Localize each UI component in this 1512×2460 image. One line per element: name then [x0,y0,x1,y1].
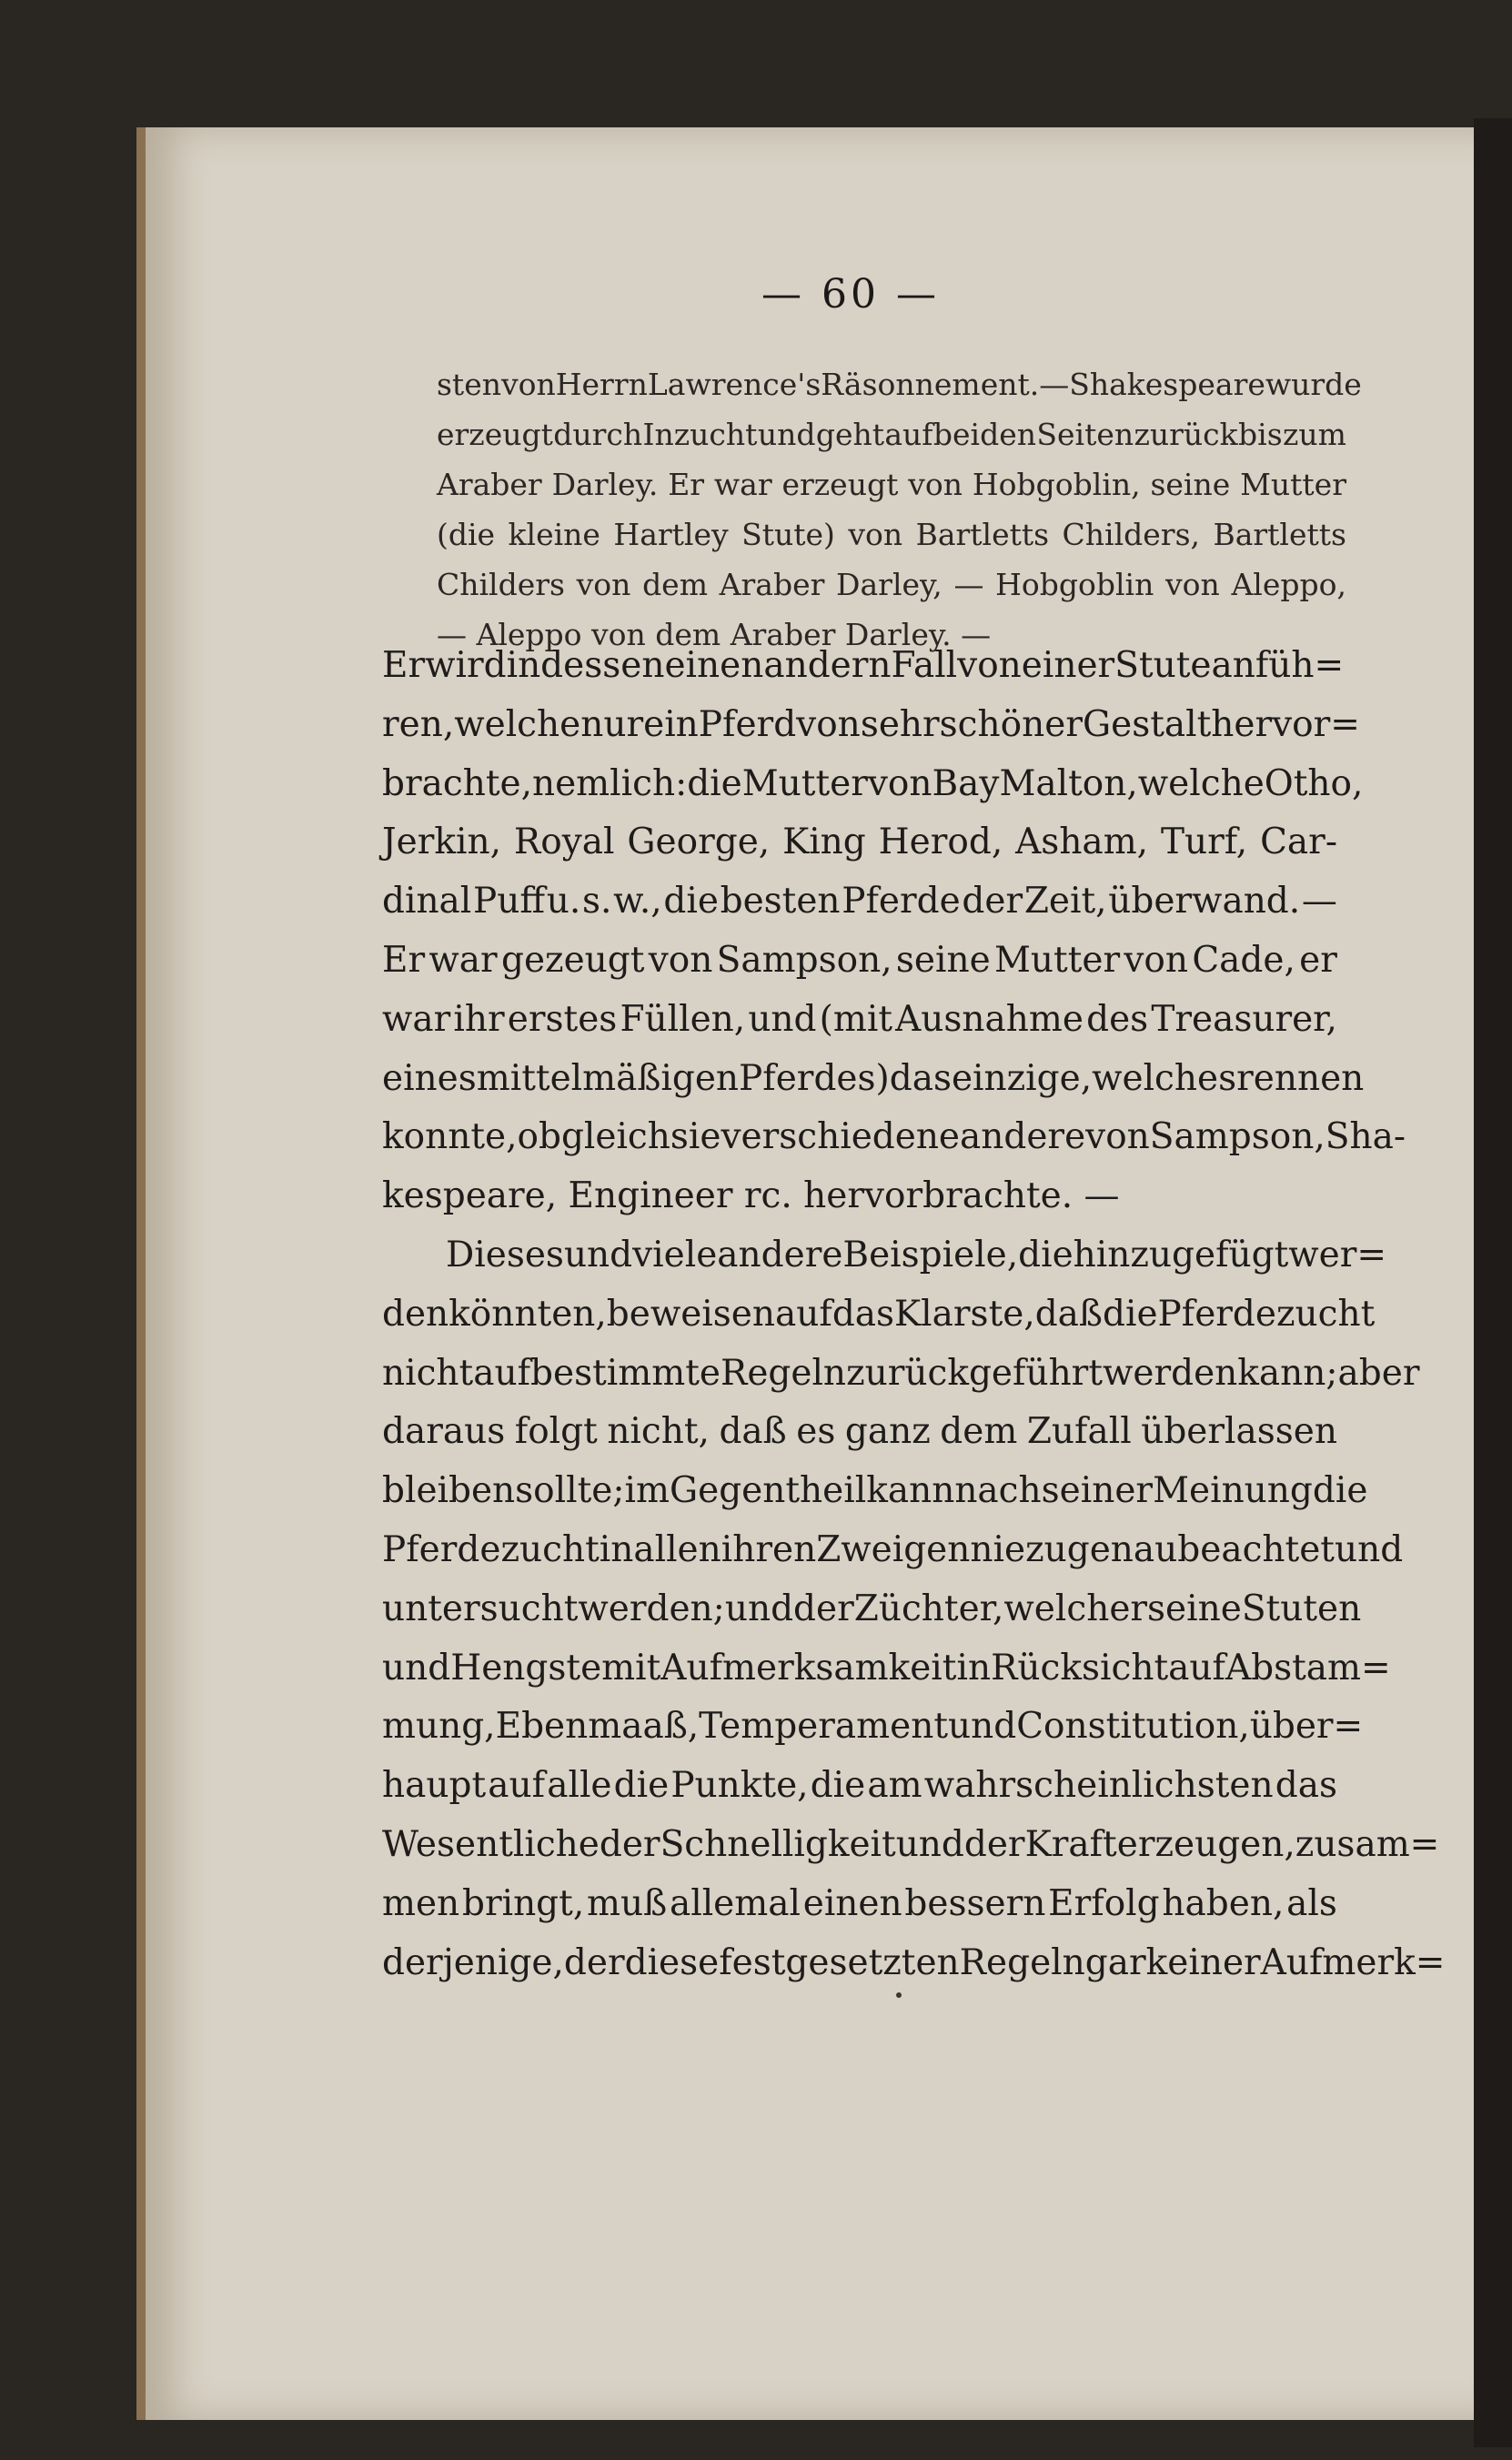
page-number: — 60 — [761,271,940,318]
body-line: men bringt, muß allemal einen bessern Erfolg haben, als [382,1882,1337,1924]
footnote-line: Araber Darley. Er war erzeugt von Hobgoblin, seine Mutter [437,467,1346,502]
body-line: konnte, obgleich sie verschiedene andere von Sampson, Sha- [382,1116,1406,1158]
body-line: nicht auf bestimmte Regeln zurück geführt werden kann; aber [382,1352,1420,1394]
body-line: war ihr erstes Füllen, und (mit Ausnahme des Treasurer, [382,998,1337,1040]
body-line: Jerkin, Royal George, King Herod, Asham, Turf, Car- [382,822,1337,863]
footnote-line: (die kleine Hartley Stute) von Bartletts Childers, Bartletts [437,517,1346,552]
body-line: eines mittelmäßigen Pferdes) das einzige, welches rennen [382,1057,1365,1099]
body-line: dinal Puff u. s. w., die besten Pferde der Zeit, überwand. — [382,881,1337,922]
body-line: bleiben sollte; im Gegentheil kann nach seiner Meinung die [382,1470,1368,1512]
body-line: daraus folgt nicht, daß es ganz dem Zufall überlassen [382,1411,1337,1453]
body-text [382,637,1446,1992]
body-line: Pferdezucht in allen ihren Zweigen nie zu genau beachtet und [382,1528,1404,1570]
body-line: haupt auf alle die Punkte, die am wahrscheinlichsten das [382,1765,1337,1807]
footnote-block [437,359,1362,660]
body-line: Er war gezeugt von Sampson, seine Mutter von Cade, er [382,939,1337,981]
body-line: brachte, nemlich: die Mutter von Bay Malton, welche Otho, [382,762,1364,804]
body-line: Dieses und viele andere Beispiele, die hinzugefügt wer= [446,1234,1387,1275]
body-line: und Hengste mit Aufmerksamkeit in Rücksicht auf Abstam= [382,1647,1391,1689]
body-line: derjenige, der diese festgesetzten Regeln gar keiner Aufmerk= [382,1941,1446,1983]
body-line: Wesentliche der Schnelligkeit und der Kraft erzeugen, zusam= [382,1823,1440,1865]
body-line: mung, Ebenmaaß, Temperament und Constitution, über= [382,1706,1364,1748]
body-line: den könnten, beweisen auf das Klarste, daß die Pferdezucht [382,1293,1376,1335]
body-line: kespeare, Engineer rc. hervorbrachte. — [382,1175,1120,1217]
footnote-line: sten von Herrn Lawrence's Räsonnement. — Shakespeare wurde [437,367,1362,402]
ink-speck [896,1992,902,1998]
body-line: ren, welche nur ein Pferd von sehr schöner Gestalt hervor= [382,703,1360,745]
footnote-line: Childers von dem Araber Darley, — Hobgoblin von Aleppo, [437,567,1346,602]
footnote-line: — Aleppo von dem Araber Darley. — [437,617,992,652]
page-edge-shadow [1474,118,1512,2447]
body-line: Er wird indessen einen andern Fall von einer Stute anfüh= [382,645,1345,686]
body-line: untersucht werden; und der Züchter, welcher seine Stuten [382,1588,1362,1629]
footnote-line: erzeugt durch Inzucht und geht auf beiden Seiten zurück bis zum [437,417,1346,452]
